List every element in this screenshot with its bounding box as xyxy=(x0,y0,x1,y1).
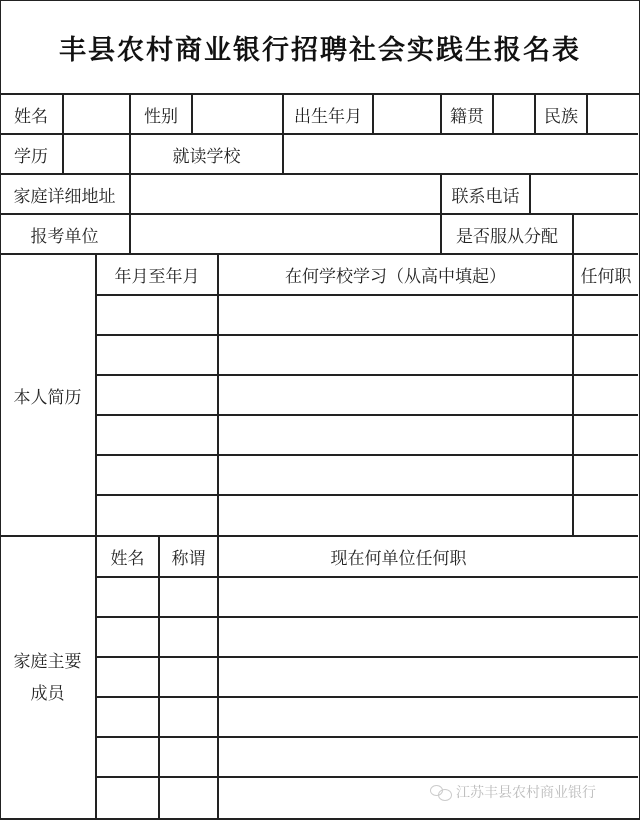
resume-position-cell[interactable] xyxy=(574,376,638,416)
family-name-cell[interactable] xyxy=(97,778,160,819)
resume-school-cell[interactable] xyxy=(219,456,574,496)
family-name-cell[interactable] xyxy=(97,578,160,618)
family-relation-cell[interactable] xyxy=(160,738,219,778)
phone-field[interactable] xyxy=(531,175,638,215)
resume-school-cell[interactable] xyxy=(219,416,574,456)
address-field[interactable] xyxy=(131,175,442,215)
resume-position-cell[interactable] xyxy=(574,416,638,456)
family-name-cell[interactable] xyxy=(97,658,160,698)
resume-position-cell[interactable] xyxy=(574,336,638,376)
wechat-icon xyxy=(430,784,452,800)
family-employer-cell[interactable] xyxy=(219,578,638,618)
form-title: 丰县农村商业银行招聘社会实践生报名表 xyxy=(59,34,581,66)
resume-period-cell[interactable] xyxy=(97,416,219,456)
resume-school-cell[interactable] xyxy=(219,376,574,416)
applied-unit-label: 报考单位 xyxy=(0,215,131,255)
family-employer-cell[interactable] xyxy=(219,618,638,658)
family-label-line1: 家庭主要 xyxy=(13,652,82,672)
resume-section-label: 本人简历 xyxy=(0,255,97,537)
resume-school-cell[interactable] xyxy=(219,496,574,537)
resume-position-cell[interactable] xyxy=(574,496,638,537)
resume-period-cell[interactable] xyxy=(97,496,219,537)
native-place-field[interactable] xyxy=(494,95,536,135)
family-employer-cell[interactable] xyxy=(219,658,638,698)
education-label: 学历 xyxy=(0,135,64,175)
family-relation-cell[interactable] xyxy=(160,658,219,698)
family-employer-cell[interactable] xyxy=(219,738,638,778)
family-name-cell[interactable] xyxy=(97,738,160,778)
resume-header-period: 年月至年月 xyxy=(97,255,219,296)
resume-period-cell[interactable] xyxy=(97,376,219,416)
accept-assignment-field[interactable] xyxy=(574,215,638,255)
address-label: 家庭详细地址 xyxy=(0,175,131,215)
family-employer-cell[interactable] xyxy=(219,698,638,738)
name-field[interactable] xyxy=(64,95,131,135)
family-relation-cell[interactable] xyxy=(160,778,219,819)
family-relation-cell[interactable] xyxy=(160,578,219,618)
ethnicity-label: 民族 xyxy=(536,95,588,135)
resume-position-cell[interactable] xyxy=(574,296,638,336)
family-name-cell[interactable] xyxy=(97,698,160,738)
ethnicity-field[interactable] xyxy=(588,95,638,135)
birth-date-label: 出生年月 xyxy=(284,95,374,135)
family-label-line2: 成员 xyxy=(30,684,65,704)
native-place-label: 籍贯 xyxy=(442,95,494,135)
gender-label: 性别 xyxy=(131,95,193,135)
family-relation-cell[interactable] xyxy=(160,698,219,738)
resume-school-cell[interactable] xyxy=(219,296,574,336)
resume-period-cell[interactable] xyxy=(97,336,219,376)
school-label: 就读学校 xyxy=(131,135,284,175)
applied-unit-field[interactable] xyxy=(131,215,442,255)
family-section-label xyxy=(0,537,97,819)
family-relation-cell[interactable] xyxy=(160,618,219,658)
family-header-relation: 称谓 xyxy=(160,537,219,578)
watermark-text: 江苏丰县农村商业银行 xyxy=(456,785,596,801)
resume-header-school: 在何学校学习（从高中填起） xyxy=(219,255,574,296)
family-header-employer: 现在何单位任何职 xyxy=(219,537,638,578)
phone-label: 联系电话 xyxy=(442,175,531,215)
education-field[interactable] xyxy=(64,135,131,175)
birth-date-field[interactable] xyxy=(374,95,442,135)
resume-header-position: 任何职 xyxy=(574,255,638,296)
school-field[interactable] xyxy=(284,135,638,175)
accept-assignment-label: 是否服从分配 xyxy=(442,215,574,255)
name-label: 姓名 xyxy=(0,95,64,135)
resume-period-cell[interactable] xyxy=(97,456,219,496)
resume-position-cell[interactable] xyxy=(574,456,638,496)
resume-school-cell[interactable] xyxy=(219,336,574,376)
family-name-cell[interactable] xyxy=(97,618,160,658)
gender-field[interactable] xyxy=(193,95,284,135)
family-header-name: 姓名 xyxy=(97,537,160,578)
watermark xyxy=(430,782,596,802)
resume-period-cell[interactable] xyxy=(97,296,219,336)
